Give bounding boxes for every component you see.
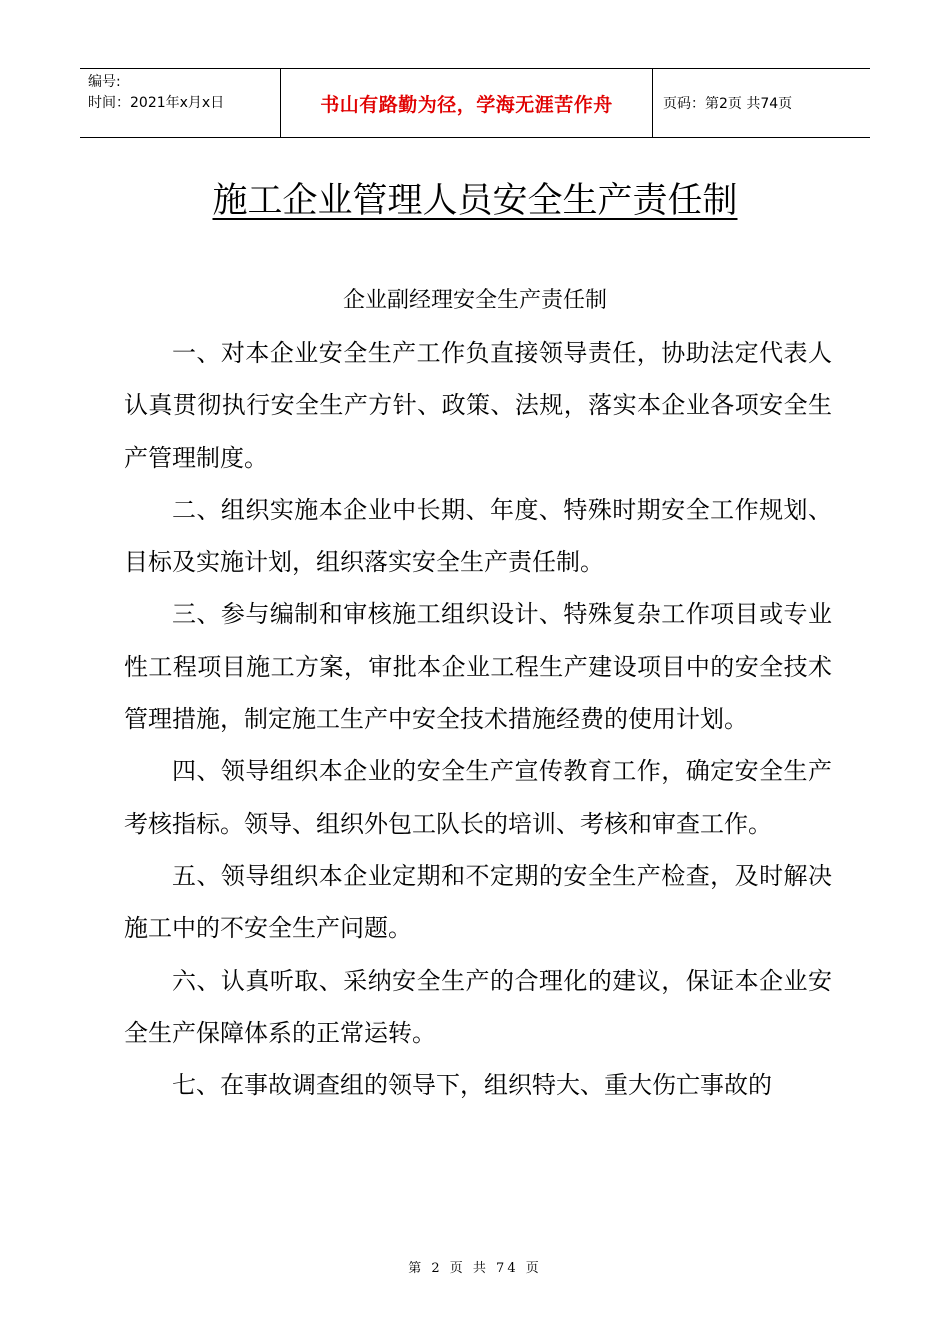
page-header bbox=[80, 68, 870, 138]
document-title bbox=[0, 176, 950, 226]
document-title-text: 施工企业管理人员安全生产责任制 bbox=[212, 181, 738, 221]
paragraph-7: 七、在事故调查组的领导下，组织特大、重大伤亡事故的 bbox=[172, 1071, 772, 1100]
paragraph-4: 四、领导组织本企业的安全生产宣传教育工作，确定安全生产考核指标。领导、组织外包工队长的培训、考核和审查工作。 bbox=[124, 757, 832, 838]
document-body bbox=[124, 327, 832, 1111]
paragraph-5: 五、领导组织本企业定期和不定期的安全生产检查，及时解决施工中的不安全生产问题。 bbox=[124, 861, 832, 943]
paragraph-1: 一、对本企业安全生产工作负直接领导责任，协助法定代表人认真贯彻执行安全生产方针、政策、法规，落实本企业各项安全生产管理制度。 bbox=[124, 339, 832, 472]
header-motto: 书山有路勤为径，学海无涯苦作舟 bbox=[281, 69, 653, 137]
section-subtitle: 企业副经理安全生产责任制 bbox=[342, 288, 607, 313]
header-page-info: 页码：第2页 共74页 bbox=[663, 96, 793, 112]
document-number-label: 编号: bbox=[88, 74, 121, 90]
page-footer: 第 2 页 共 74 页 bbox=[408, 1261, 542, 1276]
paragraph-2: 二、组织实施本企业中长期、年度、特殊时期安全工作规划、目标及实施计划，组织落实安全生产责任制。 bbox=[124, 495, 832, 577]
paragraph-6: 六、认真听取、采纳安全生产的合理化的建议，保证本企业安全生产保障体系的正常运转。 bbox=[124, 966, 832, 1047]
paragraph-3: 三、参与编制和审核施工组织设计、特殊复杂工作项目或专业性工程项目施工方案，审批本企业工程生产建设项目中的安全技术管理措施，制定施工生产中安全技术措施经费的使用计划。 bbox=[124, 600, 832, 734]
header-meta bbox=[80, 69, 281, 137]
document-date: 时间：2021年x月x日 bbox=[88, 95, 225, 111]
